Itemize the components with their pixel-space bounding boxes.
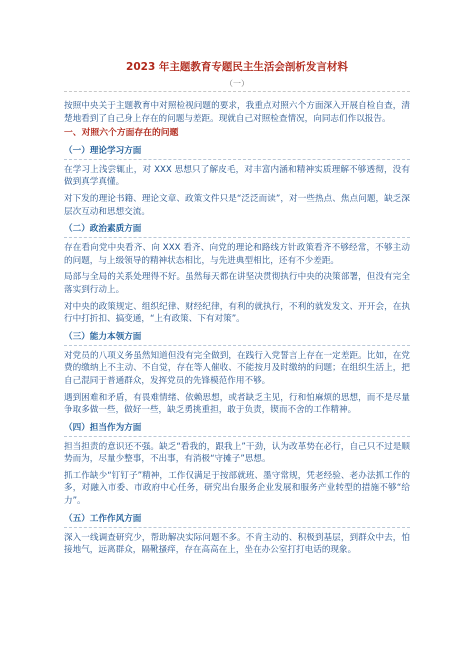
theory-study-paragraph: 对下发的理论书籍、理论文章、政策文件只是“泛泛而读”，对一些热点、焦点问题，缺乏深层次互动和思想交流。	[64, 193, 410, 217]
work-style-paragraph: 深入一线调查研究少，帮助解决实际问题不多。不肯主动的、积极到基层，到群众中去，怕接地气，远离群众，隔靴搔痒，存在高高在上，坐在办公室打打电话的现象。	[64, 532, 410, 556]
section-heading: 一、对照六个方面存在的问题	[64, 128, 179, 139]
intro-paragraph: 按照中央关于主题教育中对照检视问题的要求，我重点对照六个方面深入开展自检自查，清楚地看到了自己身上存在的问题与差距。现就自己对照检查情况，向同志们作以报告。	[64, 101, 410, 124]
capability-paragraph: 对党员的八项义务虽然知道但没有完全做到，在践行入党誓言上存在一定差距。比如，在党费的缴纳上不主动、不自觉，存在等人催收、不能按月及时缴纳的问题；在组织生活上，把自己混同于普通群众，发挥党员的先锋模范作用不够。	[64, 350, 410, 386]
subsection-heading-political-quality: （二）政治素质方面	[64, 223, 410, 238]
subsection-heading-capability: （三）能力本领方面	[64, 331, 410, 346]
document-title: 2023 年主题教育专题民主生活会剖析发言材料	[126, 61, 348, 73]
subsection-heading-work-style: （五）工作作风方面	[64, 513, 410, 528]
responsibility-paragraph: 担当担责的意识还不强。缺乏“看我的，跟我上”干劲，认为改革势在必行，自己只不过是顺势而为，尽量少整事，不出事，有消极“守摊子”思想。	[64, 441, 410, 465]
political-quality-paragraph: 局部与全局的关系处理得不好。虽然每天都在讲坚决贯彻执行中央的决策部署，但没有完全落实到行动上。	[64, 272, 410, 295]
responsibility-paragraph: 抓工作缺少“钉钉子”精神，工作仅满足于按部就班、墨守常规，凭老经验、老办法抓工作的多，对融入市委、市政府中心任务，研究出台服务企业发展和服务产业转型的措施不够“给力”。	[64, 470, 410, 507]
political-quality-paragraph: 存在看向党中央看齐、向 XXX 看齐、向党的理论和路线方针政策看齐不够经常，不够主动的问题，与上级领导的精神状态相比，与先进典型相比，还有不少差距。	[64, 243, 410, 266]
subsection-heading-responsibility: （四）担当作为方面	[64, 422, 410, 437]
title-divider	[64, 91, 410, 92]
theory-study-paragraph: 在学习上浅尝辄止，对 XXX 思想只了解皮毛，对丰富内涵和精神实质理解不够透彻，没有做到真学真懂。	[64, 164, 410, 188]
document-subtitle: （一）	[225, 79, 249, 88]
subsection-heading-theory-study: （一）理论学习方面	[64, 145, 410, 160]
political-quality-paragraph: 对中央的政策规定、组织纪律、财经纪律，有利的就执行，不利的就发发文、开开会，在执行中打折扣、搞变通，“上有政策、下有对策”。	[64, 301, 410, 325]
capability-paragraph: 遇到困难和矛盾，有畏难情绪、依赖思想，或者缺乏主见，行和怕麻烦的思想，而不是尽量争取多做一些，做好一些，缺乏勇挑重担，敢于负责，锲而不舍的工作精神。	[64, 392, 410, 416]
document-page	[64, 60, 410, 557]
